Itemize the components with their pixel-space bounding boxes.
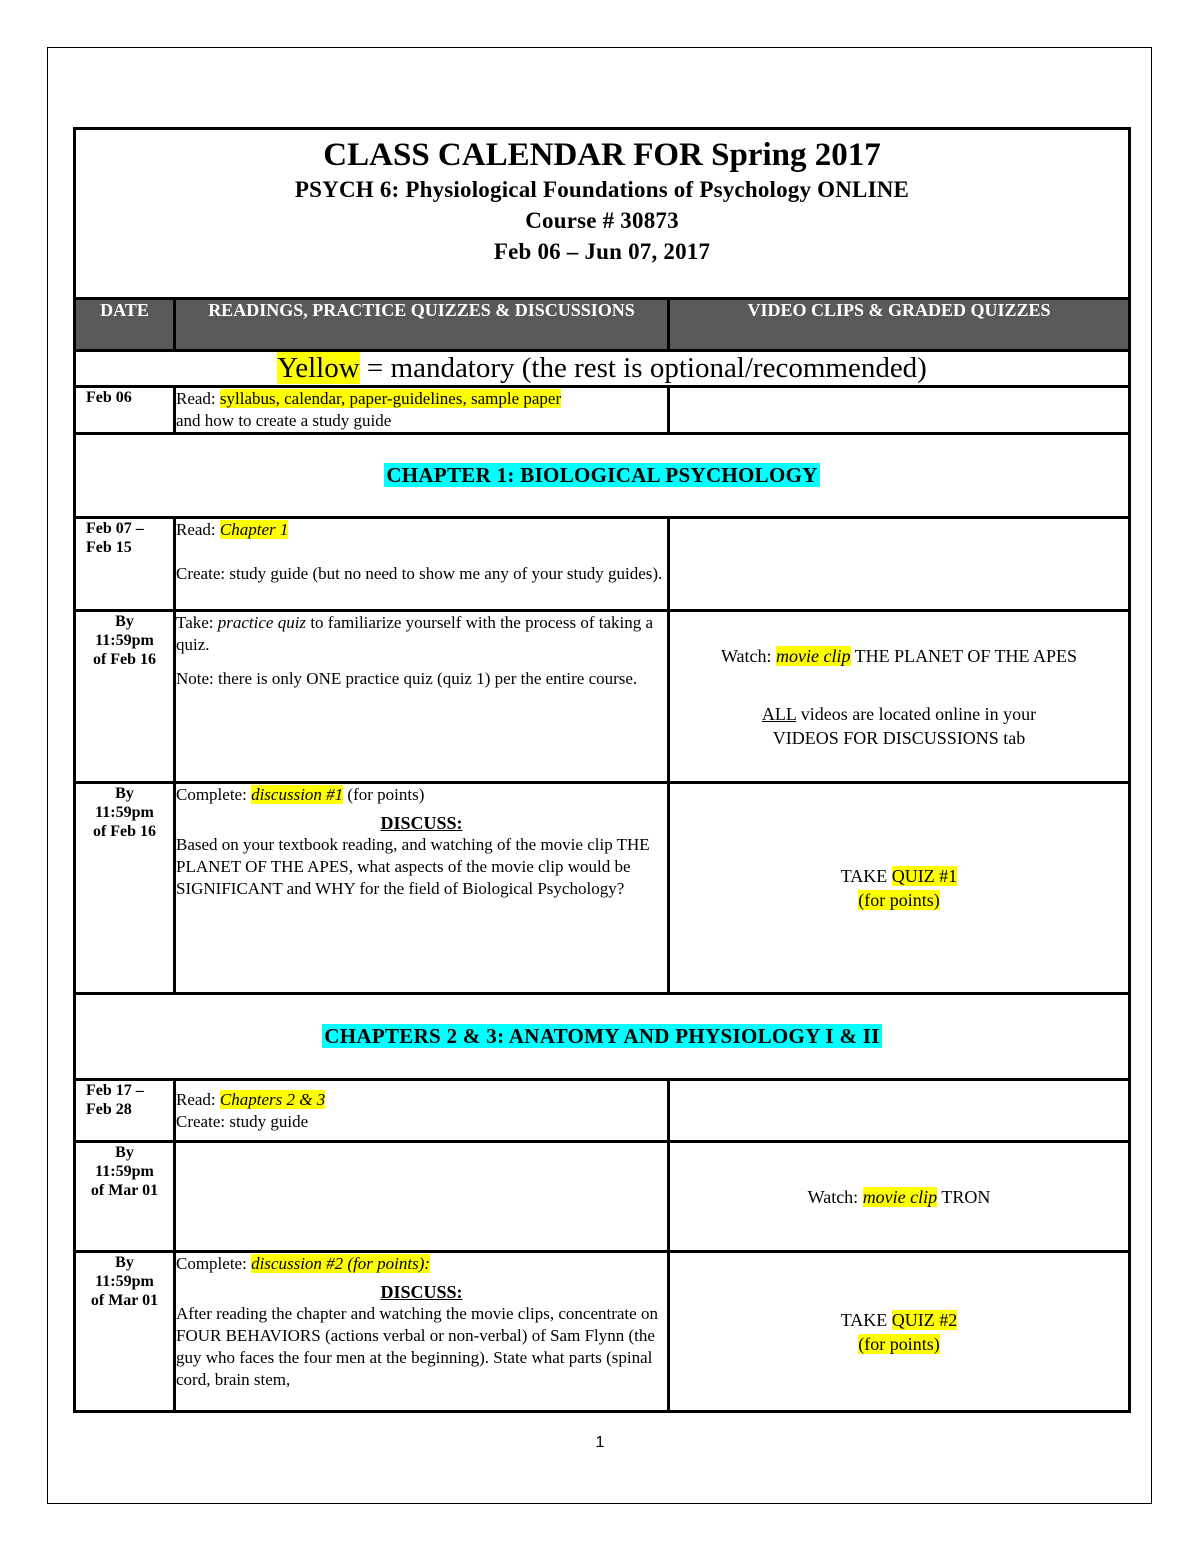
take-label: Take: — [176, 613, 218, 632]
row-date — [75, 1142, 175, 1252]
row-readings — [175, 783, 669, 994]
title-row — [75, 129, 1130, 299]
row-videos — [669, 387, 1130, 434]
legend — [75, 351, 1130, 387]
take-label: TAKE — [840, 1309, 892, 1330]
row-date: Feb 06 — [75, 387, 175, 434]
discussion-link[interactable]: discussion #1 — [251, 785, 344, 804]
table-row — [75, 611, 1130, 783]
chapter-heading — [75, 994, 1130, 1080]
date-line: By — [115, 785, 134, 802]
date-line: of Mar 01 — [90, 1182, 159, 1199]
column-header-videos: VIDEO CLIPS & GRADED QUIZZES — [669, 299, 1130, 351]
row-date — [75, 518, 175, 611]
legend-yellow: Yellow — [277, 352, 360, 384]
points-note: (for points) — [858, 890, 940, 910]
chapter-row — [75, 434, 1130, 518]
row-videos — [669, 518, 1130, 611]
chapter-2-title: CHAPTERS 2 & 3: ANATOMY AND PHYSIOLOGY I & II — [324, 1024, 880, 1048]
table-row — [75, 783, 1130, 994]
date-line: 11:59pm — [95, 632, 154, 649]
discuss-heading: DISCUSS: — [380, 1282, 463, 1302]
chapter-heading — [75, 434, 1130, 518]
read-label: Read: — [176, 1089, 220, 1109]
videos-location: videos are located online in your — [796, 703, 1037, 724]
chapter-link[interactable]: Chapters 2 & 3 — [219, 1089, 326, 1109]
discuss-text: After reading the chapter and watching the movie clips, concentrate on FOUR BEHAVIORS (actions verbal or non-verbal) of Sam Flynn (the guy who faces the four men at the beginning). State what parts (spinal cord, brain stem, — [176, 1304, 658, 1389]
title-cell — [75, 129, 1130, 299]
chapter-row — [75, 994, 1130, 1080]
row-readings — [175, 1252, 669, 1412]
read-rest: and how to create a study guide — [176, 411, 392, 430]
date-line: Feb 07 – — [86, 520, 144, 537]
read-label: Read: — [176, 520, 220, 539]
row-readings — [175, 611, 669, 783]
watch-rest: TRON — [937, 1186, 991, 1207]
complete-label: Complete: — [176, 785, 252, 804]
chapter-1-title: CHAPTER 1: BIOLOGICAL PSYCHOLOGY — [386, 463, 818, 487]
watch-rest: THE PLANET OF THE APES — [850, 645, 1078, 666]
row-date — [75, 783, 175, 994]
movie-clip-link[interactable]: movie clip — [862, 1186, 938, 1207]
row-date — [75, 1252, 175, 1412]
discuss-heading: DISCUSS: — [380, 813, 463, 833]
table-row — [75, 1080, 1130, 1142]
row-videos — [669, 1142, 1130, 1252]
points-note: (for points) — [858, 1333, 940, 1354]
date-line: Feb 17 – — [86, 1082, 144, 1099]
complete-label: Complete: — [176, 1254, 252, 1273]
table-row — [75, 387, 1130, 434]
column-header-readings: READINGS, PRACTICE QUIZZES & DISCUSSIONS — [175, 299, 669, 351]
row-readings — [175, 1142, 669, 1252]
complete-rest: (for points) — [343, 785, 425, 804]
create-text: Create: study guide (but no need to show me any of your study guides). — [176, 564, 663, 583]
course-number: Course # 30873 — [525, 208, 679, 233]
chapter-link[interactable]: Chapter 1 — [219, 520, 289, 539]
date-line: Feb 28 — [86, 1101, 132, 1118]
date-line: of Feb 16 — [92, 651, 157, 668]
note-text: Note: there is only ONE practice quiz (quiz 1) per the entire course. — [176, 669, 638, 688]
course-dates: Feb 06 – Jun 07, 2017 — [493, 239, 711, 264]
read-items-highlight: syllabus, calendar, paper-guidelines, sample paper — [219, 389, 562, 408]
calendar-table — [73, 127, 1131, 1413]
date-line: 11:59pm — [95, 804, 154, 821]
date-line: By — [115, 1144, 134, 1161]
date-line: of Feb 16 — [92, 823, 157, 840]
date-line: 11:59pm — [95, 1273, 154, 1290]
date-line: 11:59pm — [95, 1163, 154, 1180]
practice-quiz-link[interactable]: practice quiz — [217, 613, 307, 632]
row-readings — [175, 518, 669, 611]
row-readings — [175, 387, 669, 434]
discuss-text: Based on your textbook reading, and watching of the movie clip THE PLANET OF THE APES, what aspects of the movie clip would be SIGNIFICANT and WHY for the field of Biological Psychology? — [176, 835, 650, 898]
table-row — [75, 1142, 1130, 1252]
row-videos — [669, 611, 1130, 783]
date-line: Feb 15 — [86, 539, 132, 556]
take-label: TAKE — [840, 866, 892, 886]
legend-row — [75, 351, 1130, 387]
watch-label: Watch: — [720, 645, 777, 666]
course-name: PSYCH 6: Physiological Foundations of Psychology ONLINE — [294, 177, 910, 202]
calendar-title: CLASS CALENDAR FOR Spring 2017 — [323, 137, 881, 173]
movie-clip-link[interactable]: movie clip — [776, 645, 851, 666]
row-videos — [669, 783, 1130, 994]
create-text: Create: study guide — [176, 1111, 309, 1131]
date-line: By — [115, 1254, 134, 1271]
legend-text: = mandatory (the rest is optional/recommended) — [359, 352, 927, 384]
all-underlined: ALL — [761, 703, 797, 724]
date-line: By — [115, 613, 134, 630]
table-row — [75, 1252, 1130, 1412]
row-date — [75, 1080, 175, 1142]
videos-location-tab: VIDEOS FOR DISCUSSIONS tab — [772, 727, 1026, 748]
row-readings — [175, 1080, 669, 1142]
row-date — [75, 611, 175, 783]
take-rest: to familiarize yourself with the process of taking a quiz. — [176, 613, 654, 654]
watch-label: Watch: — [807, 1186, 863, 1207]
date-line: of Mar 01 — [90, 1292, 159, 1309]
row-videos — [669, 1080, 1130, 1142]
column-header-date: DATE — [75, 299, 175, 351]
quiz-link[interactable]: QUIZ #2 — [891, 1309, 958, 1330]
page-number: 1 — [595, 1434, 605, 1451]
discussion-link[interactable]: discussion #2 (for points): — [251, 1254, 431, 1273]
row-videos — [669, 1252, 1130, 1412]
column-header-row — [75, 299, 1130, 351]
read-label: Read: — [176, 389, 220, 408]
table-row — [75, 518, 1130, 611]
quiz-link[interactable]: QUIZ #1 — [891, 866, 958, 886]
